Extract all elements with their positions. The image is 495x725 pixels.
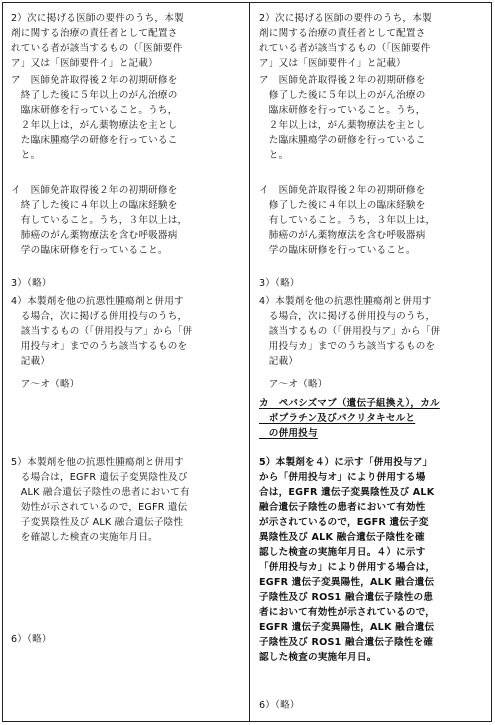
left-item-4-a-o: ア～オ（略） [11,379,80,390]
left-item-2-a: ア 医師免許取得後２年の初期研修を 終了した後に５年以上のがん治療の 臨床研修を行っていること。うち， ２年以上は，がん薬物療法を主とし た臨床腫瘍学の研修を行っているこ と。 [11,75,178,161]
left-item-3: 3）（略） [11,278,52,289]
right-item-4: 4）本製剤を他の抗悪性腫瘍剤と併用す る場合，次に掲げる併用投与のうち， 該当するもの（「併用投与ア」から「併 用投与カ」までのうち該当するものを 記載） [259,296,441,367]
comparison-table [2,2,492,722]
right-item-4-a-o: ア～オ（略） [259,379,328,390]
left-item-6: 6）（略） [11,634,52,645]
right-item-5: 5）本製剤を４）に示す「併用投与ア」 から「併用投与オ」により併用する場 合は，EGFR 遺伝子変異陰性及び ALK 融合遺伝子陰性の患者において有効性 が示されているので，EGFR 遺伝子変 異陰性及び ALK 融合遺伝子陰性を確 認した検査の実施年月日。４）に示す 「併用投与カ」により併用する場合は， EGFR 遺伝子変異陽性，ALK 融合遺伝 子陰性及び ROS1 融合遺伝子陰性の患 者において有効性が示されているので， EGFR 遺伝子変異陽性，ALK 融合遺伝 子陰性及び ROS1 融合遺伝子陰性を確 認した検査の実施年月日。 [259,457,436,663]
right-item-3: 3）（略） [259,278,300,289]
right-item-6: 6）（略） [259,700,300,711]
left-item-4: 4）本製剤を他の抗悪性腫瘍剤と併用す る場合，次に掲げる併用投与のうち， 該当するもの（「併用投与ア」から「併 用投与オ」までのうち該当するものを 記載） [11,296,193,367]
right-item-2-a: ア 医師免許取得後２年の初期研修を 修了した後に５年以上のがん治療の 臨床研修を行っていること。うち， ２年以上は，がん薬物療法を主とし た臨床腫瘍学の研修を行っているこ と。 [259,75,426,161]
right-item-2-i: イ 医師免許取得後２年の初期研修を 修了した後に４年以上の臨床経験を 有していること。うち，３年以上は， 肺癌のがん薬物療法を含む呼吸器病 学の臨床研修を行っていること。 [259,185,436,256]
left-item-5: 5）本製剤を他の抗悪性腫瘍剤と併用す る場合は，EGFR 遺伝子変異陰性及び ALK 融合遺伝子陰性の患者において有 効性が示されているので，EGFR 遺伝 子変異陰性及び ALK 融合遺伝子陰性 を確認した検査の実施年月日。 [11,457,190,543]
right-item-4-ka: カ ペバシズマブ（遺伝子組換え），カル ボプラチン及びパクリタキセルと の併用投与 [259,398,440,439]
left-item-2-i: イ 医師免許取得後２年の初期研修を 終了した後に４年以上の臨床経験を 有していること。うち，３年以上は， 肺癌のがん薬物療法を含む呼吸器病 学の臨床研修を行っていること。 [11,185,188,256]
left-item-2: 2）次に掲げる医師の要件のうち，本製 剤に関する治療の責任者として配置さ れている者が該当するもの（「医師要件 ア」又は「医師要件イ」と記載） [11,13,184,69]
right-item-2: 2）次に掲げる医師の要件のうち，本製 剤に関する治療の責任者として配置さ れている者が該当するもの（「医師要件 ア」又は「医師要件イ」と記載） [259,13,432,69]
column-divider [249,3,250,721]
